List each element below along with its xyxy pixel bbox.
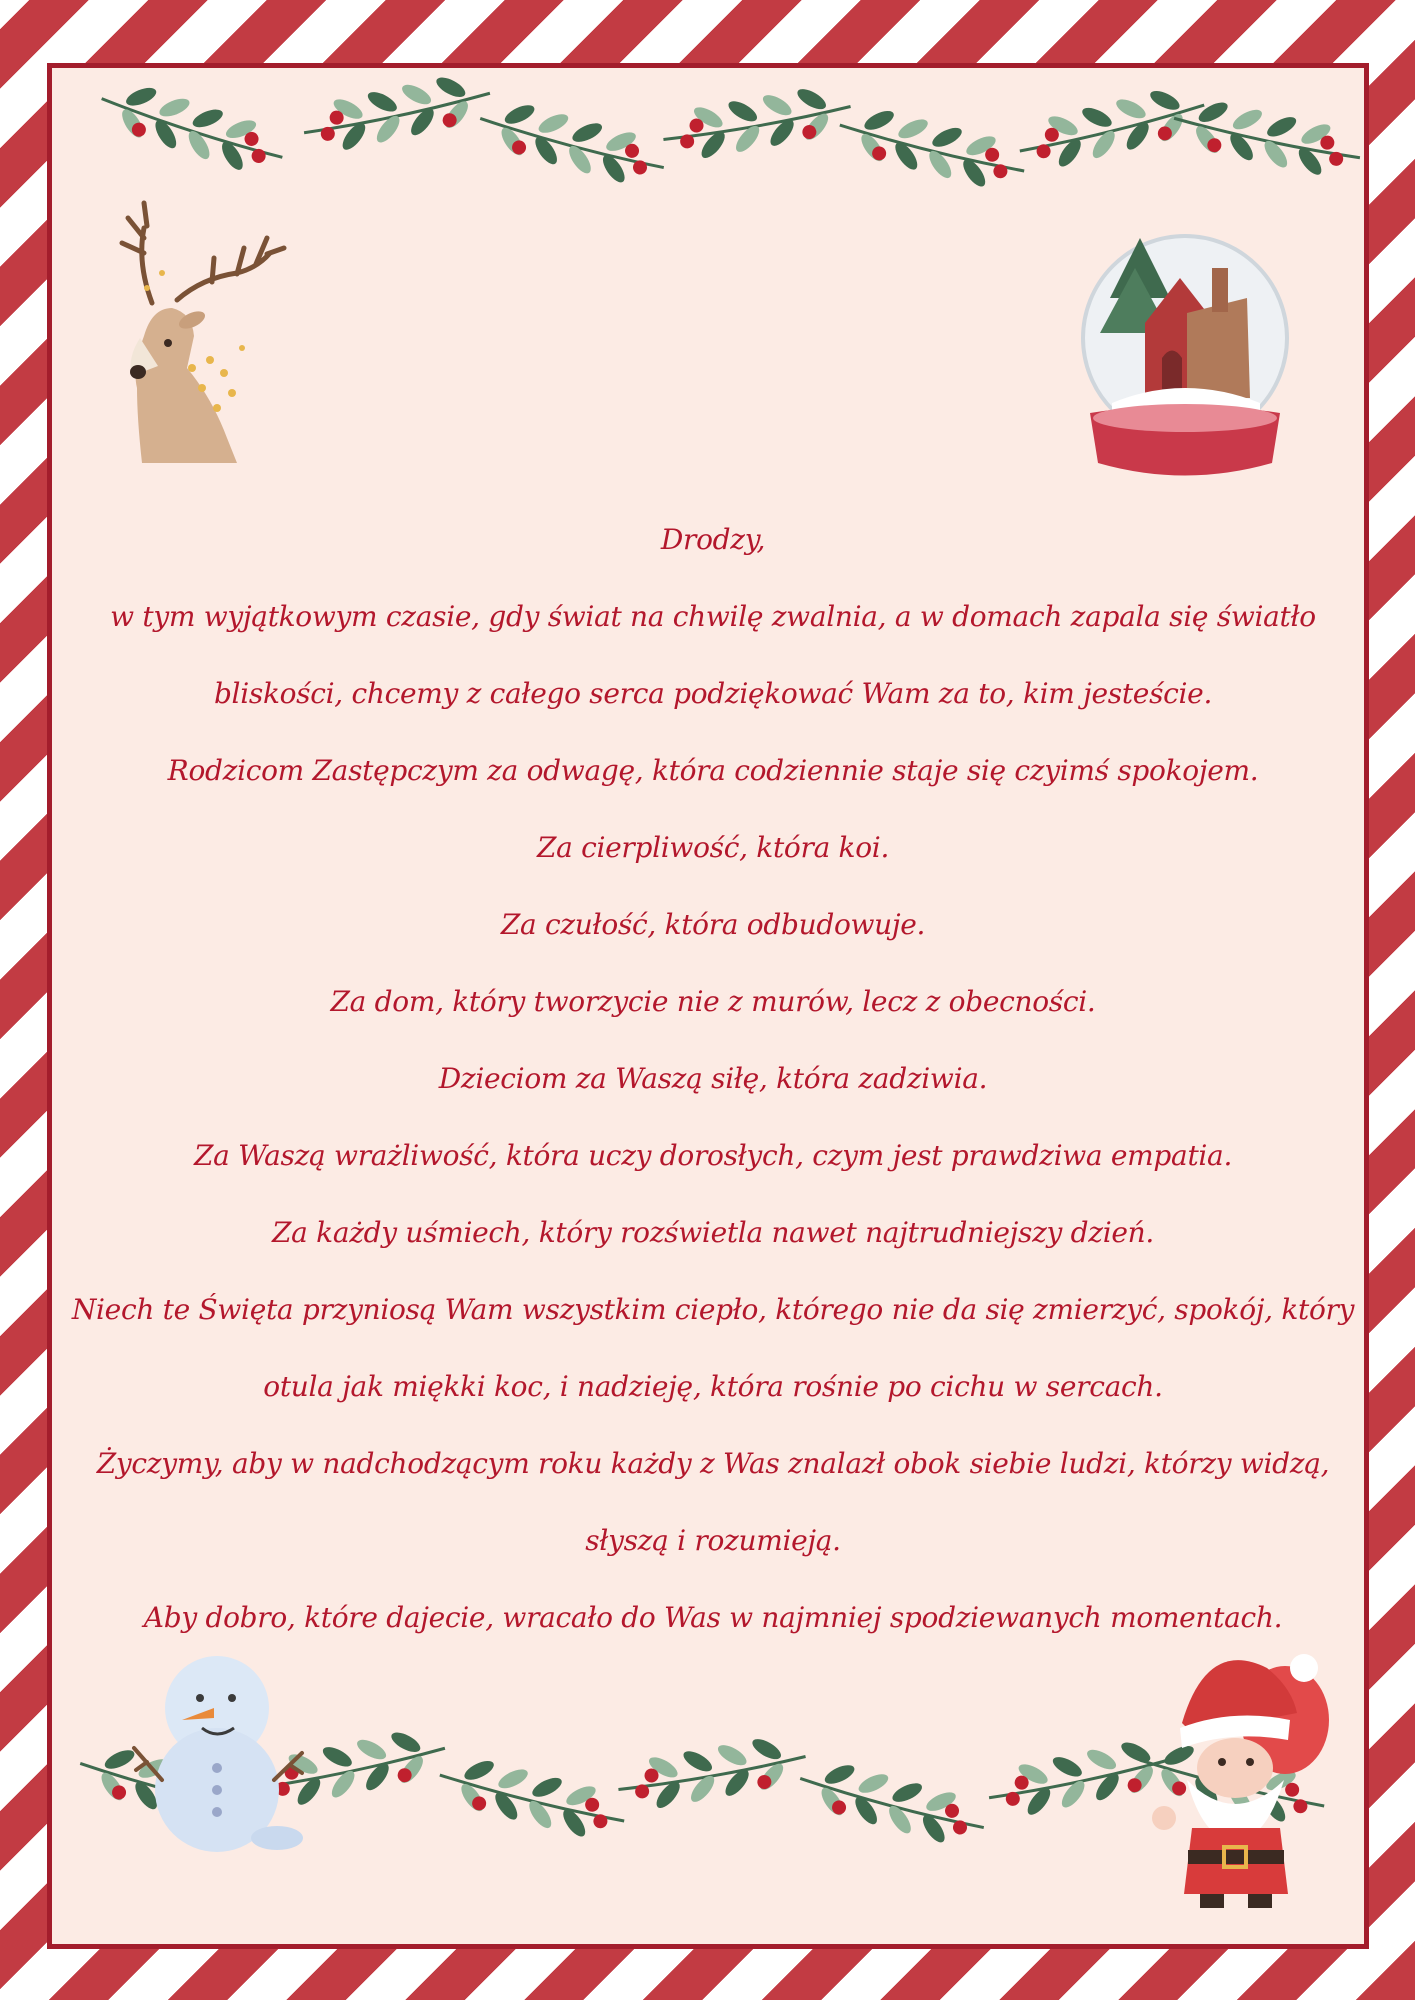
holly-sprig-icon [92,70,291,185]
holly-sprig-icon [433,1746,632,1849]
letter-line: Za czułość, która odbudowuje. [500,908,926,941]
letter-text [52,512,1374,1667]
holly-sprig-icon [833,96,1032,199]
reindeer-icon [122,203,284,463]
garland-top [92,68,1364,200]
holly-sprig-icon [613,1727,810,1818]
snowman-icon [134,1656,303,1852]
holly-sprig-icon [253,1719,451,1817]
holly-sprig-icon [793,1750,992,1856]
holly-sprig-icon [473,90,672,196]
letter-line: Za cierpliwość, która koi. [536,831,890,864]
letter-line: Niech te Święta przyniosą Wam wszystkim ciepło, którego nie da się zmierzyć, spokój, który [71,1293,1355,1326]
letter-greeting: Drodzy, [660,523,766,556]
letter-card [47,63,1369,1949]
letter-line: Za każdy uśmiech, który rozświetla nawet najtrudniejszy dzień. [272,1216,1154,1249]
letter-line: Aby dobro, które dajecie, wracało do Was w najmniej spodziewanych momentach. [143,1601,1283,1634]
letter-line: w tym wyjątkowym czasie, gdy świat na chwilę zwalnia, a w domach zapala się światło [110,600,1316,633]
letter-line: Za dom, który tworzycie nie z murów, lecz z obecności. [330,985,1096,1018]
letter-line: Dzieciom za Waszą siłę, która zadziwia. [438,1062,988,1095]
letter-line: słyszą i rozumieją. [585,1524,841,1557]
snow-globe-icon [1083,236,1287,476]
holly-sprig-icon [1013,76,1212,179]
holly-sprig-icon [1168,89,1364,187]
holly-sprig-icon [658,77,855,168]
letter-line: Za Waszą wrażliwość, która uczy dorosłych, czym jest prawdziwa empatia. [193,1139,1233,1172]
letter-line: otula jak miękki koc, i nadzieję, która rośnie po cichu w sercach. [263,1370,1163,1403]
letter-line: bliskości, chcemy z całego serca podziękować Wam za to, kim jesteście. [213,677,1213,710]
holly-sprig-icon [983,1729,1181,1827]
letter-line: Rodzicom Zastępczym za odwagę, która codziennie staje się czyimś spokojem. [167,754,1259,787]
holly-sprig-icon [298,68,496,162]
letter-line: Życzymy, aby w nadchodzącym roku każdy z Was znalazł obok siebie ludzi, którzy widzą, [96,1447,1330,1480]
